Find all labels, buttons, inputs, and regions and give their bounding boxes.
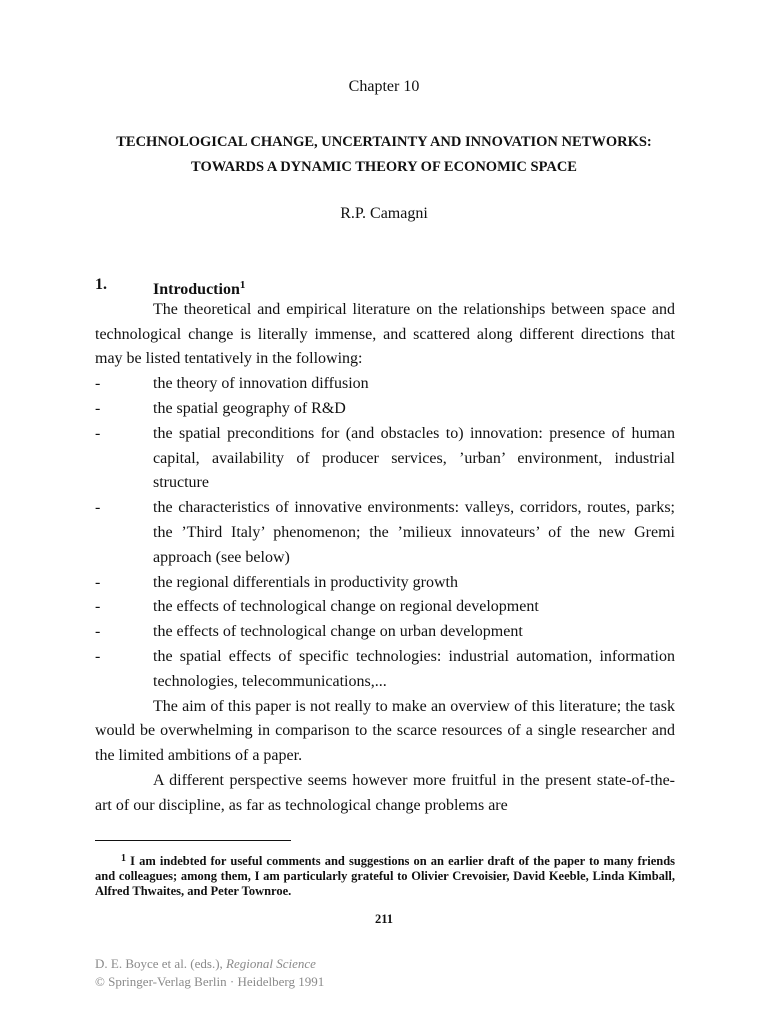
footnote-reference[interactable]: 1	[239, 279, 246, 291]
source-citation	[95, 955, 324, 991]
author-name: R.P. Camagni	[340, 205, 428, 222]
list-item-text: the spatial geography of R&D	[153, 399, 346, 417]
list-dash: -	[95, 623, 101, 641]
chapter-label: Chapter 10	[348, 78, 420, 95]
citation-book-title: Regional Science	[226, 956, 316, 971]
footnote-text: I am indebted for useful comments and suggestions on an earlier draft of the paper to many friends and colleagues; among them, I am particularly grateful to Olivier Crevoisier, David Keeble, Linda Kimball, Alfred Thwaites, and Peter Townroe.	[95, 854, 676, 898]
list-item	[95, 571, 675, 596]
list-item	[95, 645, 675, 695]
list-dash: -	[95, 375, 101, 393]
list-dash: -	[95, 424, 101, 442]
intro-paragraph: The theoretical and empirical literature on the relationships between space and technological change is literally immense, and scattered along different directions that may be listed tentatively in the following:	[95, 300, 675, 368]
section-title-text: Introduction	[153, 281, 240, 298]
citation-editors: D. E. Boyce et al. (eds.),	[95, 956, 227, 971]
section-number: 1.	[95, 276, 107, 293]
chapter-title-line-1: TECHNOLOGICAL CHANGE, UNCERTAINTY AND INNOVATION NETWORKS:	[116, 134, 652, 150]
list-item-text: the effects of technological change on urban development	[153, 623, 523, 641]
chapter-title-line-2: TOWARDS A DYNAMIC THEORY OF ECONOMIC SPACE	[191, 159, 577, 175]
body-text	[95, 273, 675, 819]
section-heading	[95, 273, 675, 298]
list-dash: -	[95, 573, 101, 591]
list-item-text: the regional differentials in productivity growth	[153, 573, 458, 591]
list-item	[95, 422, 675, 496]
list-item-text: the effects of technological change on regional development	[153, 598, 539, 616]
list-item-text: the theory of innovation diffusion	[153, 375, 369, 393]
list-item-text: the spatial effects of specific technologies: industrial automation, information technologies, telecommunications,...	[153, 647, 675, 690]
list-item	[95, 595, 675, 620]
footnote-mark: 1	[121, 853, 126, 864]
list-item	[95, 496, 675, 570]
list-item	[95, 620, 675, 645]
topics-list	[95, 372, 675, 694]
footnote	[95, 851, 675, 899]
list-item-text: the spatial preconditions for (and obstacles to) innovation: presence of human capital, availability of producer services, ’urban’ environment, industrial structure	[153, 424, 675, 492]
list-dash: -	[95, 598, 101, 616]
paragraph-perspective: A different perspective seems however more fruitful in the present state-of-the-art of our discipline, as far as technological change problems are	[95, 771, 675, 814]
citation-line-2: © Springer-Verlag Berlin · Heidelberg 1991	[95, 974, 325, 989]
page-number: 211	[374, 912, 394, 926]
list-item-text: the characteristics of innovative environments: valleys, corridors, routes, parks; the ’Third Italy’ phenomenon; the ’milieux innovateurs’ of the new Gremi approach (see below)	[153, 499, 675, 566]
section-title	[153, 273, 245, 303]
list-item	[95, 372, 675, 397]
list-dash: -	[95, 399, 101, 417]
list-dash: -	[95, 499, 101, 517]
footnote-divider	[95, 840, 291, 841]
paragraph-aim: The aim of this paper is not really to make an overview of this literature; the task would be overwhelming in comparison to the scarce resources of a single researcher and the limited ambitions of a paper.	[95, 697, 675, 765]
list-item	[95, 397, 675, 422]
list-dash: -	[95, 647, 101, 665]
citation-line-1	[95, 955, 324, 973]
chapter-title	[0, 130, 768, 180]
